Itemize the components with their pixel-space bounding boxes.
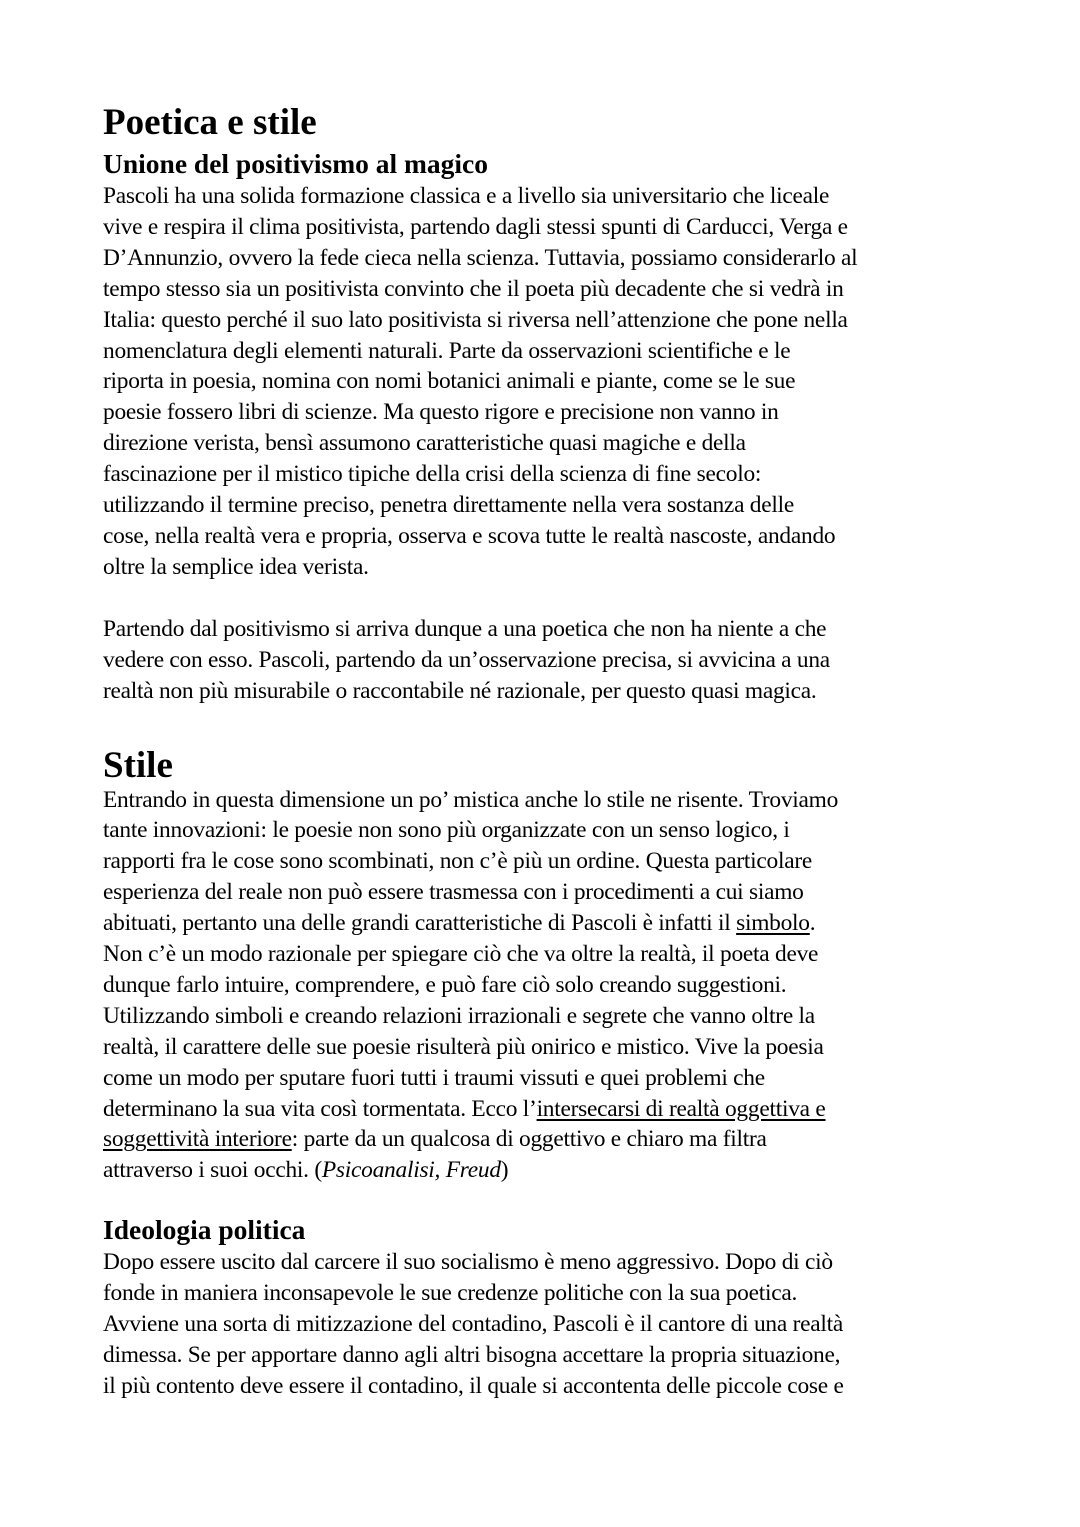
text-line: vive e respira il clima positivista, partendo dagli stessi spunti di Carducci, Verga e (103, 213, 848, 240)
italic-reference: Psicoanalisi, Freud (321, 1157, 501, 1184)
text-line: realtà non più misurabile o raccontabile né razionale, per questo quasi magica. (103, 677, 817, 704)
text-fragment: attraverso i suoi occhi. ( (103, 1157, 322, 1184)
text-fragment: . (809, 910, 816, 937)
document-page (103, 100, 983, 1402)
text-line: Non c’è un modo razionale per spiegare ciò che va oltre la realtà, il poeta deve (103, 941, 819, 968)
text-line: oltre la semplice idea verista. (103, 553, 369, 580)
text-fragment: determinano la sua vita così tormentata. Ecco l’ (103, 1095, 537, 1122)
subtitle-ideologia: Ideologia politica (103, 1214, 306, 1246)
paragraph-positivismo (103, 181, 983, 583)
section-title-poetica: Poetica e stile (103, 102, 317, 143)
text-line: Partendo dal positivismo si arriva dunque a una poetica che non ha niente a che (103, 615, 827, 642)
paragraph-poetica-magica (103, 614, 983, 707)
text-fragment: : parte da un qualcosa di oggettivo e chiaro ma filtra (291, 1126, 767, 1153)
text-line: rapporti fra le cose sono scombinati, non c’è più un ordine. Questa particolare (103, 848, 813, 875)
text-line (103, 1155, 983, 1186)
paragraph-ideologia (103, 1247, 983, 1402)
text-line (103, 1094, 983, 1125)
text-line: Dopo essere uscito dal carcere il suo socialismo è meno aggressivo. Dopo di ciò (103, 1249, 833, 1276)
text-line: Entrando in questa dimensione un po’ mistica anche lo stile ne risente. Troviamo (103, 786, 839, 813)
paragraph-stile (103, 785, 983, 1187)
underlined-phrase-soggettivita: soggettività interiore (103, 1126, 292, 1153)
text-line: tempo stesso sia un positivista convinto che il poeta più decadente che si vedrà in (103, 275, 844, 302)
text-line: poesie fossero libri di scienze. Ma questo rigore e precisione non vanno in (103, 399, 779, 426)
text-line: D’Annunzio, ovvero la fede cieca nella scienza. Tuttavia, possiamo considerarlo al (103, 244, 858, 271)
text-line: Utilizzando simboli e creando relazioni irrazionali e segrete che vanno oltre la (103, 1002, 815, 1029)
text-line (103, 908, 983, 939)
text-line: Italia: questo perché il suo lato positivista si riversa nell’attenzione che pone nella (103, 306, 848, 333)
subtitle-positivismo: Unione del positivismo al magico (103, 148, 489, 179)
text-fragment: ) (500, 1157, 509, 1184)
section-title-stile: Stile (103, 744, 173, 786)
text-line: utilizzando il termine preciso, penetra direttamente nella vera sostanza delle (103, 492, 795, 519)
text-line: cose, nella realtà vera e propria, osserva e scova tutte le realtà nascoste, andando (103, 522, 836, 549)
text-line: il più contento deve essere il contadino, il quale si accontenta delle piccole cose e (103, 1372, 844, 1399)
text-line: realtà, il carattere delle sue poesie risulterà più onirico e mistico. Vive la poesia (103, 1033, 824, 1060)
text-line: dunque farlo intuire, comprendere, e può fare ciò solo creando suggestioni. (103, 971, 787, 998)
text-line: vedere con esso. Pascoli, partendo da un’osservazione precisa, si avvicina a una (103, 646, 830, 673)
text-line: fascinazione per il mistico tipiche della crisi della scienza di fine secolo: (103, 461, 762, 488)
text-line: tante innovazioni: le poesie non sono più organizzate con un senso logico, i (103, 817, 790, 844)
text-line: esperienza del reale non può essere trasmessa con i procedimenti a cui siamo (103, 879, 804, 906)
text-line: direzione verista, bensì assumono caratteristiche quasi magiche e della (103, 430, 746, 457)
text-line (103, 1124, 983, 1155)
underlined-phrase-realta: intersecarsi di realtà oggettiva e (536, 1095, 826, 1122)
text-line: fonde in maniera inconsapevole le sue credenze politiche con la sua poetica. (103, 1280, 798, 1307)
text-line: dimessa. Se per apportare danno agli altri bisogna accettare la propria situazione, (103, 1342, 841, 1368)
text-line: Avviene una sorta di mitizzazione del contadino, Pascoli è il cantore di una realtà (103, 1311, 844, 1338)
text-line: riporta in poesia, nomina con nomi botanici animali e piante, come se le sue (103, 368, 796, 395)
text-line: come un modo per sputare fuori tutti i traumi vissuti e quei problemi che (103, 1064, 765, 1091)
text-line: Pascoli ha una solida formazione classica e a livello sia universitario che liceale (103, 183, 830, 209)
underlined-term-simbolo: simbolo (736, 910, 810, 937)
text-line: nomenclatura degli elementi naturali. Parte da osservazioni scientifiche e le (103, 337, 791, 364)
text-fragment: abituati, pertanto una delle grandi caratteristiche di Pascoli è infatti il (103, 910, 737, 937)
